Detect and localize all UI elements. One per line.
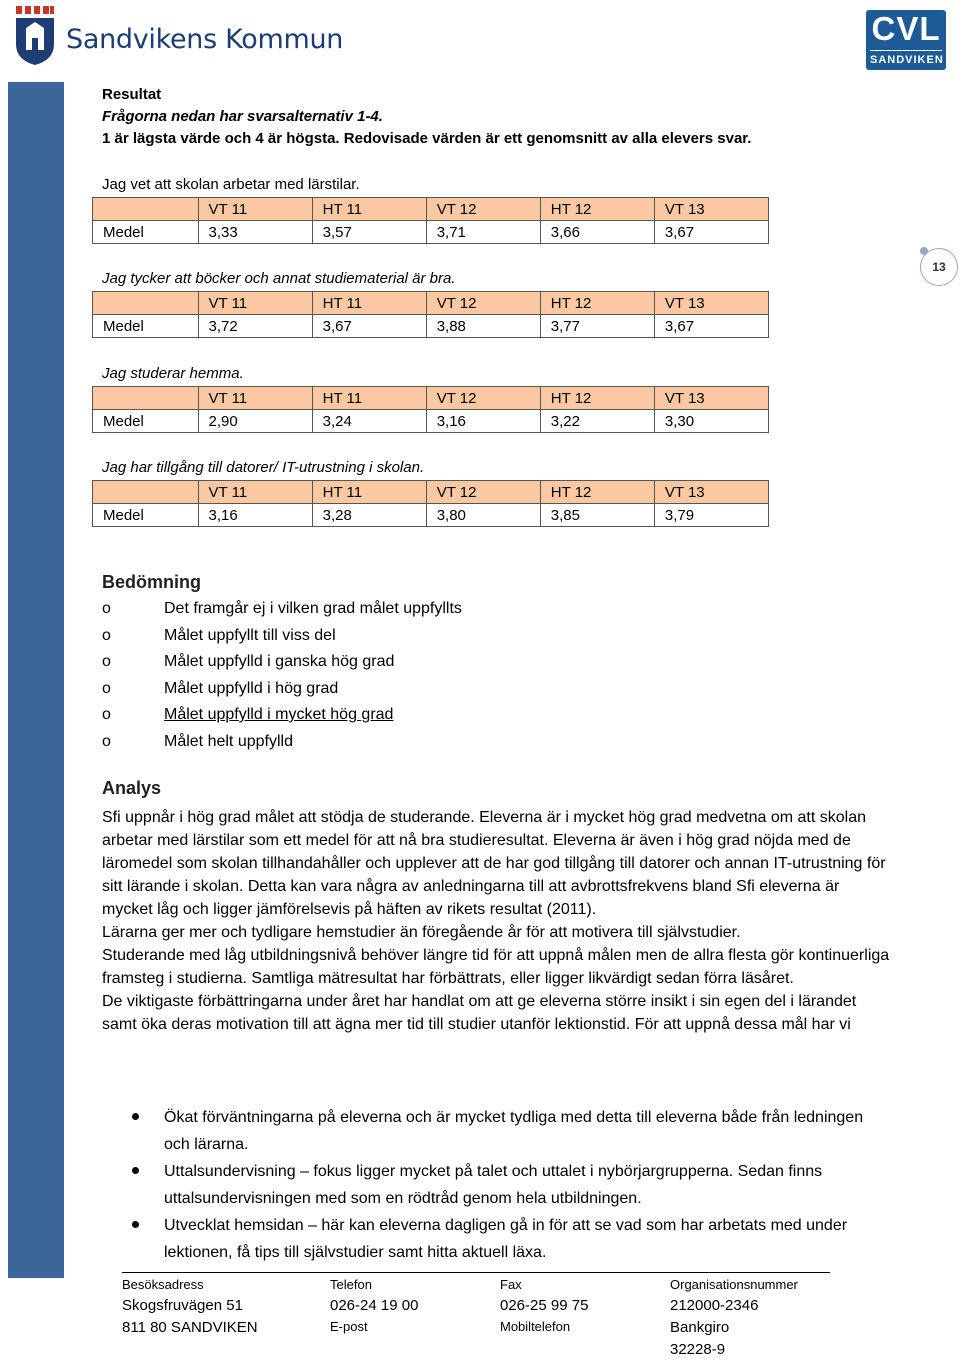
table-cell: 3,67 — [654, 221, 768, 244]
table-cell: 3,71 — [426, 221, 540, 244]
list-item — [102, 653, 462, 680]
list-item — [102, 627, 462, 654]
analysis-body — [102, 806, 892, 1036]
section-heading-resultat: Resultat — [102, 86, 162, 103]
header-cell: HT 12 — [540, 198, 654, 221]
page-header — [0, 0, 960, 80]
table-cell: 3,79 — [654, 504, 768, 527]
table-cell: 3,67 — [312, 315, 426, 338]
header-cell: HT 11 — [312, 198, 426, 221]
list-item — [102, 1158, 892, 1212]
footer-fax — [500, 1275, 588, 1337]
cvl-logo-text: CVL — [871, 10, 941, 47]
section-heading-analys: Analys — [102, 778, 162, 798]
row-label: Medel — [93, 221, 199, 244]
list-item-selected — [102, 706, 462, 733]
bullet-icon — [102, 1212, 164, 1266]
header-cell: HT 11 — [312, 387, 426, 410]
list-item — [102, 1212, 892, 1266]
header-cell — [93, 292, 199, 315]
header-cell: VT 12 — [426, 387, 540, 410]
intro-line-2: 1 är lägsta värde och 4 är högsta. Redovisade värden är ett genomsnitt av alla elevers svar. — [102, 130, 752, 147]
footer-value: 212000-2346 — [670, 1297, 759, 1314]
assessment-list — [102, 600, 462, 759]
list-item-text: Uttalsundervisning – fokus ligger mycket på talet och uttalet i nybörjargrupperna. Sedan finns uttalsundervisningen med som en rödtråd genom hela utbildningen. — [164, 1163, 823, 1207]
header-cell: HT 11 — [312, 481, 426, 504]
list-item — [102, 1104, 892, 1158]
header-cell — [93, 387, 199, 410]
list-marker: o — [102, 626, 111, 644]
footer-label: Bankgiro — [670, 1319, 730, 1336]
list-item — [102, 733, 462, 760]
list-item — [102, 680, 462, 707]
footer-label: Organisationsnummer — [670, 1277, 798, 1292]
list-item-text: Utvecklat hemsidan – här kan eleverna dagligen gå in för att se vad som har arbetats med under lektionen, få tips till självstudier samt hitta aktuell läxa. — [164, 1217, 848, 1261]
table-header-row — [93, 387, 769, 410]
list-item-text: Målet uppfylld i mycket hög grad — [164, 706, 394, 723]
header-cell: VT 11 — [198, 481, 312, 504]
footer-value: 811 80 SANDVIKEN — [122, 1319, 258, 1336]
table-header-row — [93, 292, 769, 315]
table-cell: 3,85 — [540, 504, 654, 527]
table-cell: 3,77 — [540, 315, 654, 338]
paragraph: Studerande med låg utbildningsnivå behöver längre tid för att uppnå målen men de allra flesta gör kontinuerliga framsteg i studierna. Samtliga mätresultat har förbättrats, eller ligger likvärdigt sedan förra läsåret. — [102, 947, 890, 987]
list-marker: o — [102, 706, 111, 723]
cvl-logo — [866, 10, 946, 70]
municipality-name: Sandvikens Kommun — [66, 24, 344, 55]
list-marker: o — [102, 600, 111, 617]
header-cell: HT 12 — [540, 292, 654, 315]
table-row — [93, 315, 769, 338]
question-title: Jag tycker att böcker och annat studiematerial är bra. — [102, 270, 456, 287]
intro-block — [102, 84, 751, 150]
list-item-text: Ökat förväntningarna på eleverna och är mycket tydliga med detta till eleverna både från ledningen och lärarna. — [164, 1109, 864, 1153]
municipality-crest-icon — [12, 4, 58, 66]
header-cell: VT 13 — [654, 481, 768, 504]
row-label: Medel — [93, 315, 199, 338]
table-cell: 3,67 — [654, 315, 768, 338]
table-cell: 3,28 — [312, 504, 426, 527]
paragraph: De viktigaste förbättringarna under året har handlat om att ge eleverna större insikt i sin egen del i lärandet samt öka deras motivation till att ägna mer tid till studier utanför lektionstid. För att uppnå dessa mål har vi — [102, 993, 857, 1033]
header-cell: VT 13 — [654, 387, 768, 410]
intro-line-1: Frågorna nedan har svarsalternativ 1-4. — [102, 108, 383, 125]
page-number-decoration — [920, 247, 928, 255]
table-row — [93, 504, 769, 527]
table-row — [93, 221, 769, 244]
table-cell: 3,33 — [198, 221, 312, 244]
results-table — [92, 480, 769, 527]
question-title: Jag vet att skolan arbetar med lärstilar. — [102, 176, 360, 193]
table-cell: 3,16 — [426, 410, 540, 433]
footer-org — [670, 1275, 798, 1361]
header-cell: VT 13 — [654, 198, 768, 221]
footer-address — [122, 1275, 258, 1339]
footer-label: Fax — [500, 1277, 522, 1292]
table-cell: 3,57 — [312, 221, 426, 244]
footer-divider — [122, 1272, 830, 1273]
table-cell: 3,66 — [540, 221, 654, 244]
list-item-text: Målet uppfyllt till viss del — [164, 626, 336, 644]
row-label: Medel — [93, 504, 199, 527]
question-title: Jag har tillgång till datorer/ IT-utrustning i skolan. — [102, 459, 425, 476]
table-cell: 3,72 — [198, 315, 312, 338]
list-item-text: Målet uppfylld i ganska hög grad — [164, 653, 395, 670]
footer-label: Telefon — [330, 1277, 372, 1292]
footer-value: 026-24 19 00 — [330, 1297, 419, 1314]
header-cell — [93, 481, 199, 504]
paragraph: Lärarna ger mer och tydligare hemstudier än föregående år för att motivera till självstudier. — [102, 924, 741, 941]
footer-value: 026-25 99 75 — [500, 1297, 589, 1314]
list-item — [102, 600, 462, 627]
table-cell: 3,24 — [312, 410, 426, 433]
paragraph: Sfi uppnår i hög grad målet att stödja de studerande. Eleverna är i mycket hög grad medvetna om att skolan arbetar med lärstilar som ett medel för att nå bra studieresultat. Eleverna är även i hög grad nöjda med de läromedel som skolan tillhandahåller och upplever att de har god tillgång till datorer och annan IT-utrustning för sitt lärande i skolan. Detta kan vara några av anledningarna till att avbrottsfrekvens bland Sfi eleverna är mycket låg och ligger jämförelsevis på häften av rikets resultat (2011). — [102, 809, 886, 918]
header-cell: HT 11 — [312, 292, 426, 315]
table-cell: 3,88 — [426, 315, 540, 338]
footer-label: E-post — [330, 1319, 368, 1334]
question-title: Jag studerar hemma. — [102, 365, 244, 382]
footer-value: Skogsfruvägen 51 — [122, 1297, 243, 1314]
row-label: Medel — [93, 410, 199, 433]
header-cell: VT 12 — [426, 198, 540, 221]
results-table — [92, 291, 769, 338]
table-cell: 2,90 — [198, 410, 312, 433]
results-table — [92, 197, 769, 244]
header-cell: VT 11 — [198, 292, 312, 315]
header-cell: VT 12 — [426, 481, 540, 504]
list-item-text: Målet uppfylld i hög grad — [164, 679, 339, 697]
page-number: 13 — [920, 248, 958, 286]
list-marker: o — [102, 679, 111, 697]
table-cell: 3,22 — [540, 410, 654, 433]
footer-label: Besöksadress — [122, 1277, 204, 1292]
table-cell: 3,30 — [654, 410, 768, 433]
footer-label: Mobiltelefon — [500, 1319, 571, 1334]
table-cell: 3,16 — [198, 504, 312, 527]
footer-phone — [330, 1275, 418, 1337]
footer-value: 32228-9 — [670, 1341, 726, 1358]
table-row — [93, 410, 769, 433]
header-cell: HT 12 — [540, 387, 654, 410]
section-heading-bedomning: Bedömning — [102, 572, 201, 592]
header-cell — [93, 198, 199, 221]
sidebar-band — [8, 82, 64, 1278]
bullet-icon — [102, 1158, 164, 1212]
list-marker: o — [102, 732, 111, 750]
cvl-logo-subtext: SANDVIKEN — [870, 50, 942, 67]
bullet-icon — [102, 1104, 164, 1158]
table-header-row — [93, 198, 769, 221]
header-cell: VT 11 — [198, 198, 312, 221]
list-item-text: Det framgår ej i vilken grad målet uppfyllts — [164, 600, 462, 617]
improvement-list — [102, 1104, 892, 1266]
list-item-text: Målet helt uppfylld — [164, 732, 293, 750]
results-table — [92, 386, 769, 433]
table-header-row — [93, 481, 769, 504]
table-cell: 3,80 — [426, 504, 540, 527]
header-cell: HT 12 — [540, 481, 654, 504]
header-cell: VT 12 — [426, 292, 540, 315]
header-cell: VT 13 — [654, 292, 768, 315]
list-marker: o — [102, 653, 111, 670]
header-cell: VT 11 — [198, 387, 312, 410]
